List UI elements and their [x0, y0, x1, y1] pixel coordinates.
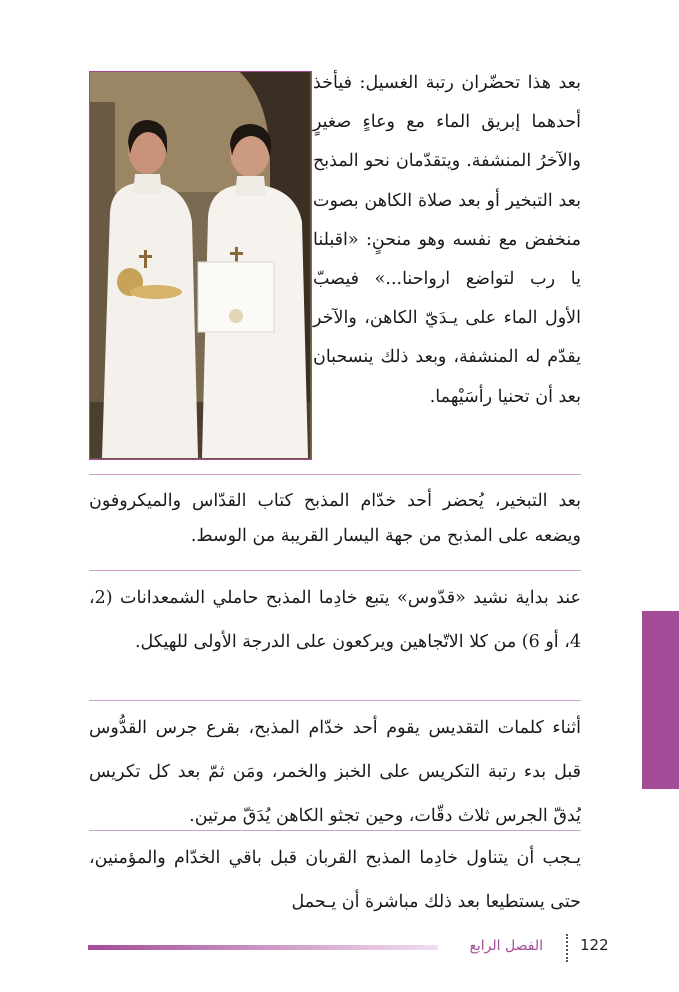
- paragraph-3: أثناء كلمات التقديس يقوم أحد خدّام المذبح، بقرع جرس القدُّوس قبل بدء رتبة التكريس على الخبز والخمر، ومَن ثمّ بعد كل تكريس يُدقّ الجرس ثلاث دقّات، وحين تجثو الكاهن يُدَقّ مرتين.: [89, 718, 581, 826]
- footer-gradient-bar: [88, 945, 438, 950]
- paragraph-1: بعد التبخير، يُحضر أحد خدّام المذبح كتاب القدّاس والميكروفون ويضعه على المذبح من جهة اليسار القريبة من الوسط.: [89, 491, 581, 546]
- chapter-side-tab: [642, 611, 679, 789]
- paragraph-4: يـجب أن يتناول خادِما المذبح القربان قبل باقي الخدّام والمؤمنين، حتى يستطيعا بعد ذلك مباشرة أن يـحمل: [89, 848, 581, 912]
- side-paragraph: بعد هذا تحضّران رتبة الغسيل: فيأخذ أحدهما إبريق الماء مع وعاءٍ صغيرٍ والآخرُ المنشفة. ويتقدّمان نحو المذبح بعد التبخير أو بعد صلاة الكاهن بصوت منخفض مع نفسه وهو منحنٍ: «اقبلنا يا رب لتواضع ارواحنا...» فيصبّ الأول الماء على يـدَيّ الكاهن، والآخر يقدّم له المنشفة، وبعد ذلك ينسحبان بعد أن تحنيا رأسَيْهما.: [313, 73, 581, 407]
- paragraph-2: عند بداية نشيد «قدّوس» يتبع خادِما المذبح حاملي الشمعدانات (2، 4، أو 6) من كلا الاتّجاهين ويركعون على الدرجة الأولى للهيكل.: [89, 588, 581, 652]
- chapter-title: الفصل الرابع: [469, 938, 543, 954]
- footer-dotted-separator: [566, 934, 570, 962]
- divider: [89, 830, 581, 831]
- altar-servers-photo: [89, 71, 312, 460]
- page-number: 122: [580, 936, 609, 954]
- divider: [89, 570, 581, 571]
- divider: [89, 700, 581, 701]
- divider: [89, 474, 581, 475]
